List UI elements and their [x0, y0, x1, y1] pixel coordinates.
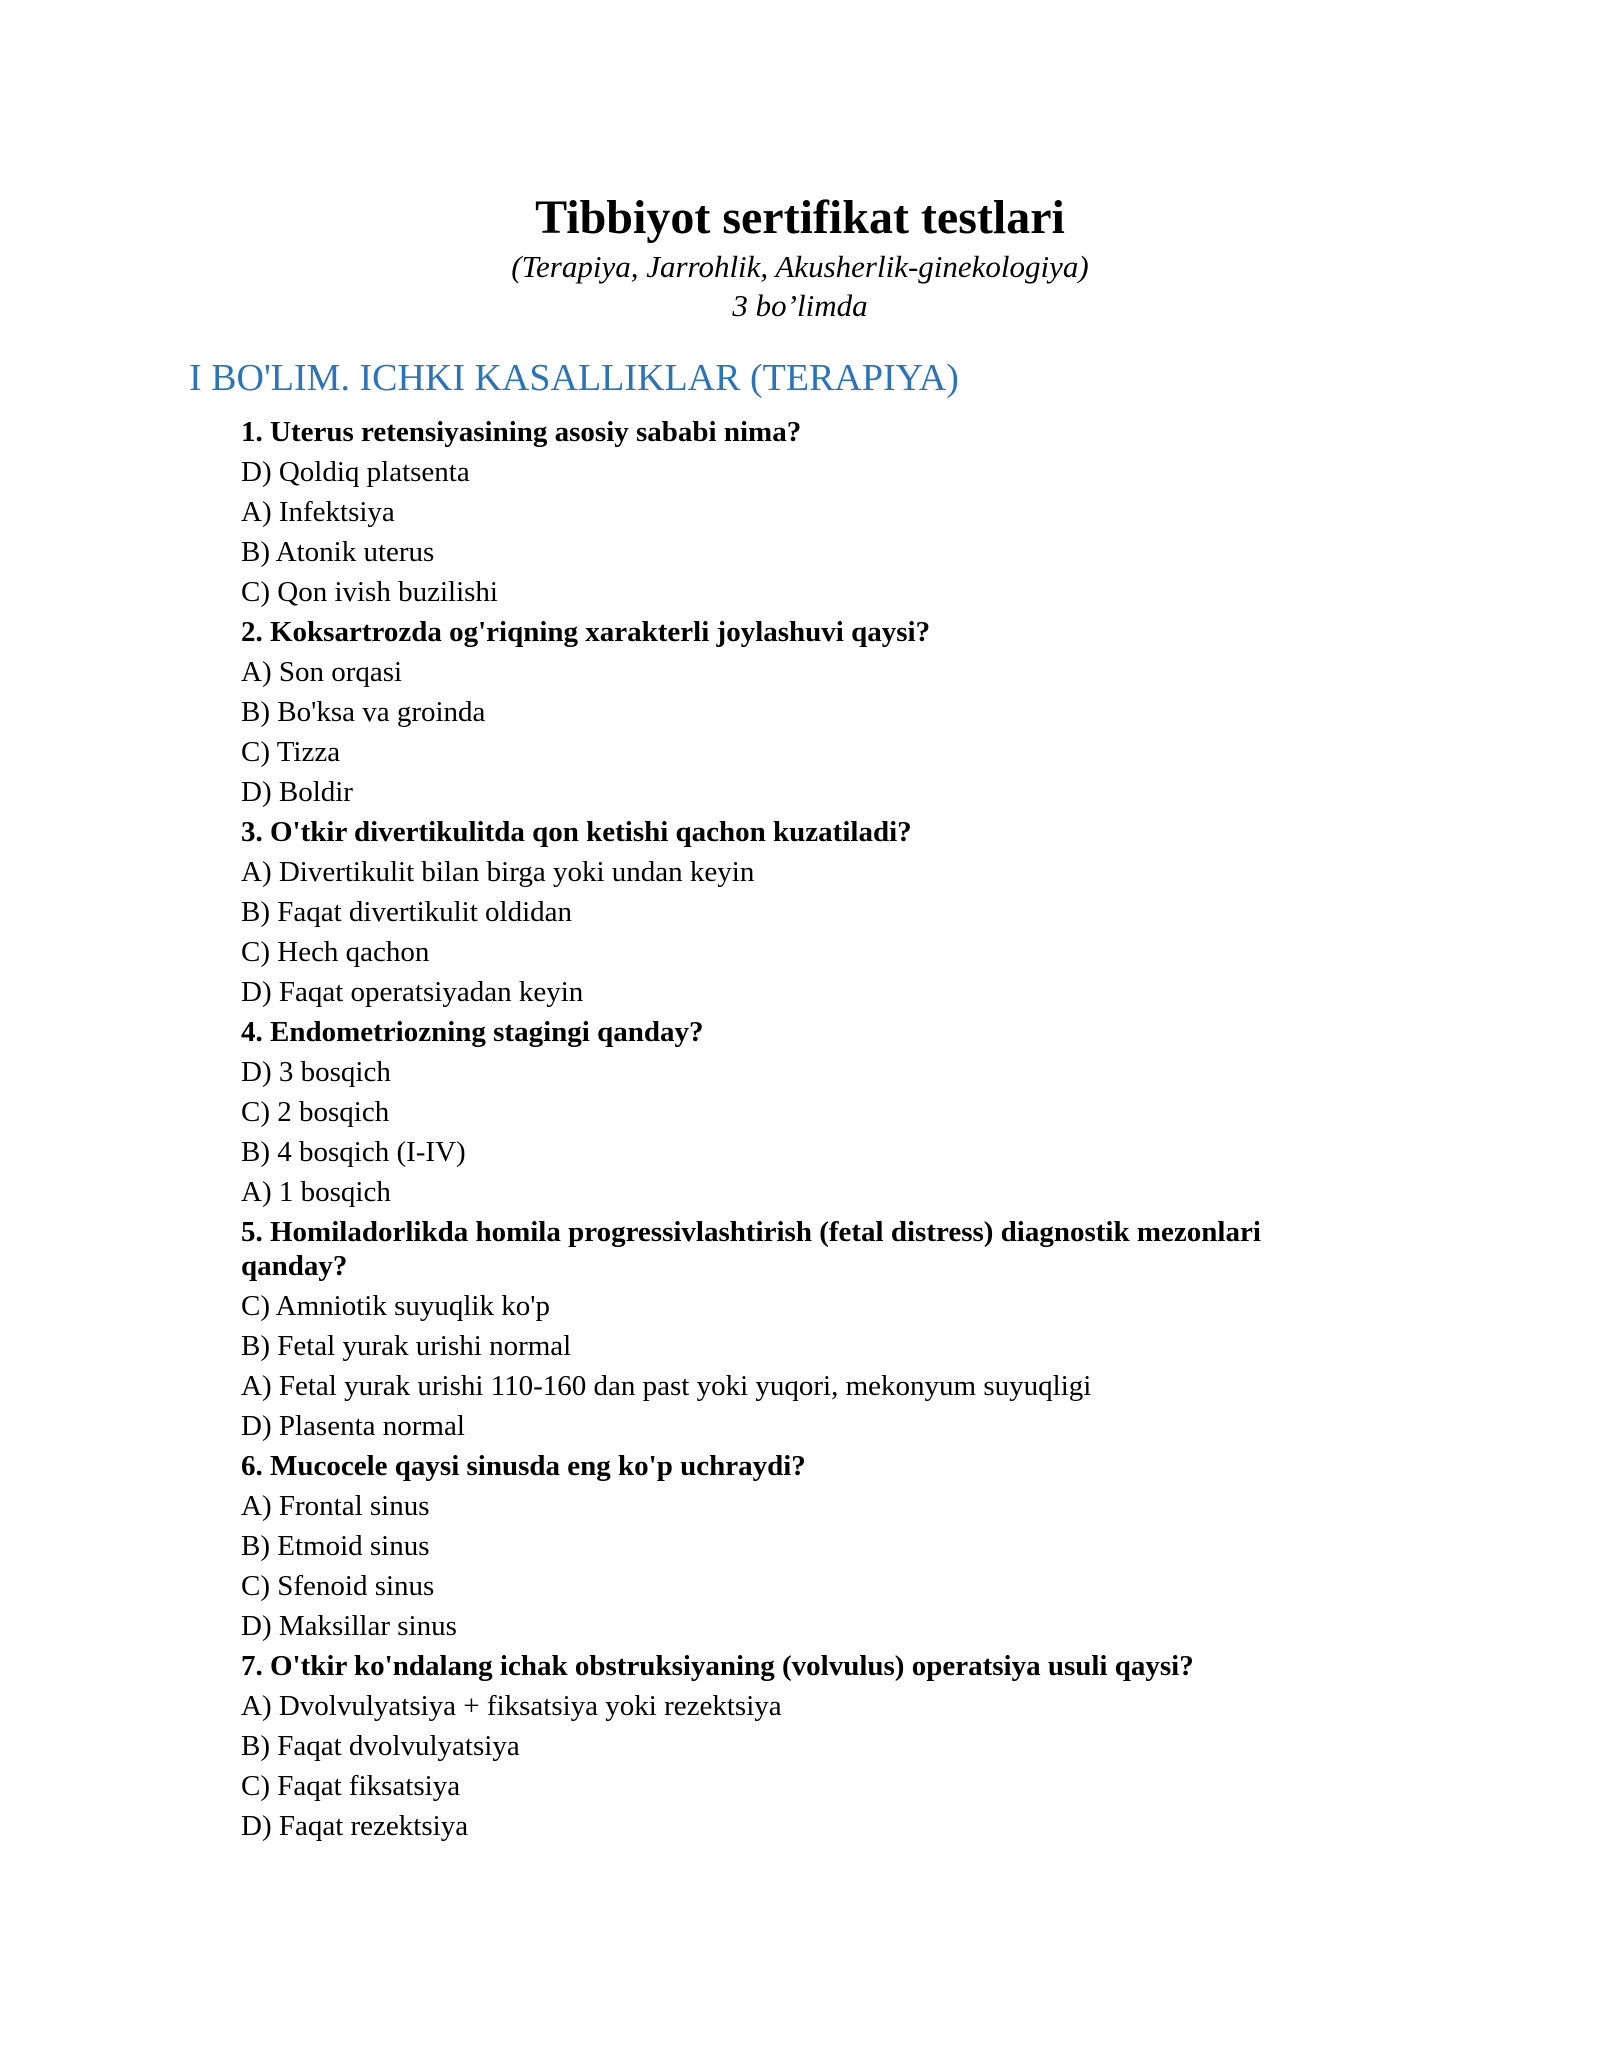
question-text: 5. Homiladorlikda homila progressivlashtirish (fetal distress) diagnostik mezonlari qanday? [241, 1216, 1261, 1282]
answer-option: D) Faqat rezektsiya [241, 1810, 469, 1842]
answer-option: A) Divertikulit bilan birga yoki undan keyin [241, 856, 755, 888]
answer-option: C) Qon ivish buzilishi [241, 576, 498, 608]
question-text: 4. Endometriozning stagingi qanday? [241, 1016, 704, 1048]
answer-option: B) Faqat divertikulit oldidan [241, 896, 573, 928]
answer-option: B) 4 bosqich (I-IV) [241, 1136, 466, 1168]
answer-option: A) 1 bosqich [241, 1176, 391, 1208]
answer-option: A) Infektsiya [241, 496, 395, 528]
answer-option: C) 2 bosqich [241, 1096, 390, 1128]
question-text: 2. Koksartrozda og'riqning xarakterli joylashuvi qaysi? [241, 616, 931, 648]
question-item [241, 1446, 1371, 1646]
question-item [241, 1012, 1371, 1212]
answer-option: B) Etmoid sinus [241, 1530, 430, 1562]
document-title: Tibbiyot sertifikat testlari [535, 191, 1065, 244]
answer-option: C) Faqat fiksatsiya [241, 1770, 461, 1802]
question-item [241, 412, 1371, 612]
answer-option: C) Tizza [241, 736, 341, 768]
answer-option: D) Qoldiq platsenta [241, 456, 470, 488]
question-item [241, 612, 1371, 812]
answer-option: B) Fetal yurak urishi normal [241, 1330, 572, 1362]
question-list [241, 412, 1371, 1846]
question-item [241, 812, 1371, 1012]
answer-option: B) Faqat dvolvulyatsiya [241, 1730, 520, 1762]
answer-option: D) Faqat operatsiyadan keyin [241, 976, 584, 1008]
answer-option: A) Fetal yurak urishi 110-160 dan past yoki yuqori, mekonyum suyuqligi [241, 1370, 1092, 1402]
answer-option: D) Maksillar sinus [241, 1610, 457, 1642]
answer-option: C) Hech qachon [241, 936, 430, 968]
answer-option: D) 3 bosqich [241, 1056, 391, 1088]
question-item [241, 1646, 1371, 1846]
answer-option: C) Amniotik suyuqlik ko'p [241, 1290, 550, 1322]
question-text: 3. O'tkir divertikulitda qon ketishi qachon kuzatiladi? [241, 816, 912, 848]
question-text: 6. Mucocele qaysi sinusda eng ko'p uchraydi? [241, 1450, 806, 1482]
question-item [241, 1212, 1371, 1446]
answer-option: B) Bo'ksa va groinda [241, 696, 486, 728]
question-text: 1. Uterus retensiyasining asosiy sababi nima? [241, 416, 802, 448]
answer-option: C) Sfenoid sinus [241, 1570, 435, 1602]
section-heading: I BO'LIM. ICHKI KASALLIKLAR (TERAPIYA) [189, 357, 959, 399]
document-subtitle: (Terapiya, Jarrohlik, Akusherlik-ginekologiya) [511, 249, 1089, 284]
answer-option: A) Son orqasi [241, 656, 403, 688]
answer-option: B) Atonik uterus [241, 536, 435, 568]
document-parts-note: 3 bo’limda [732, 288, 868, 323]
answer-option: D) Boldir [241, 776, 353, 808]
answer-option: D) Plasenta normal [241, 1410, 465, 1442]
question-text: 7. O'tkir ko'ndalang ichak obstruksiyaning (volvulus) operatsiya usuli qaysi? [241, 1650, 1194, 1682]
answer-option: A) Frontal sinus [241, 1490, 430, 1522]
answer-option: A) Dvolvulyatsiya + fiksatsiya yoki rezektsiya [241, 1690, 782, 1722]
